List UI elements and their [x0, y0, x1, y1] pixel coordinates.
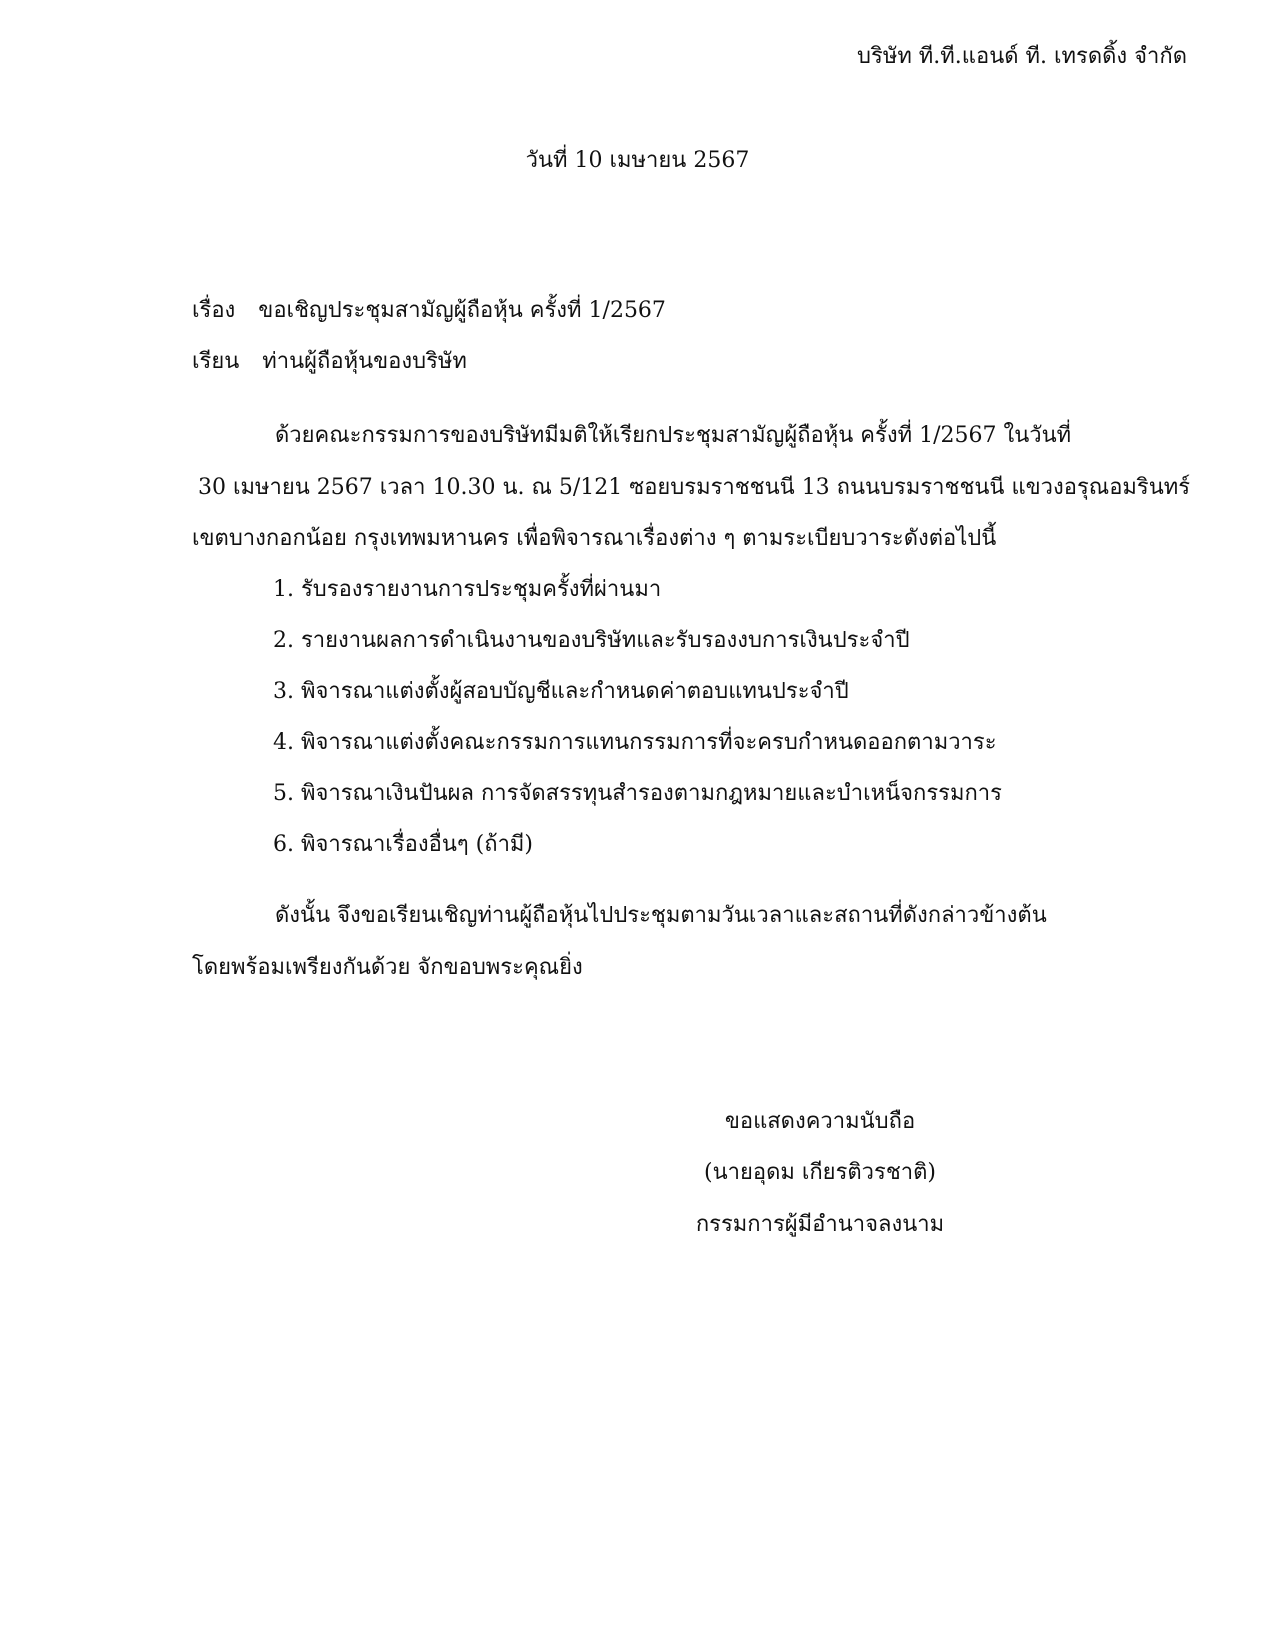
letter-date: วันที่ 10 เมษายน 2567	[525, 148, 750, 173]
recipient-line	[192, 347, 467, 377]
subject-line	[192, 296, 666, 326]
signatory-name: (นายอุดม เกียรติวรชาติ)	[703, 1160, 937, 1185]
recipient-label: เรียน	[192, 349, 240, 374]
body-line: 30 เมษายน 2567 เวลา 10.30 น. ณ 5/121 ซอยบรมราชชนนี 13 ถนนบรมราชชนนี แขวงอรุณอมรินทร์	[198, 475, 1191, 500]
agenda-item: 3. พิจารณาแต่งตั้งผู้สอบบัญชีและกำหนดค่าตอบแทนประจำปี	[273, 679, 849, 704]
signature-salutation: ขอแสดงความนับถือ	[724, 1109, 916, 1134]
subject-label: เรื่อง	[192, 298, 236, 323]
body-line: เขตบางกอกน้อย กรุงเทพมหานคร เพื่อพิจารณาเรื่องต่าง ๆ ตามระเบียบวาระดังต่อไปนี้	[192, 526, 997, 551]
signatory-title: กรรมการผู้มีอำนาจลงนาม	[695, 1212, 945, 1237]
closing-line: โดยพร้อมเพรียงกันด้วย จักขอบพระคุณยิ่ง	[192, 955, 583, 980]
agenda-item: 6. พิจารณาเรื่องอื่นๆ (ถ้ามี)	[273, 832, 534, 857]
body-line: ด้วยคณะกรรมการของบริษัทมีมติให้เรียกประชุมสามัญผู้ถือหุ้น ครั้งที่ 1/2567 ในวันที่	[275, 423, 1072, 448]
agenda-item: 5. พิจารณาเงินปันผล การจัดสรรทุนสำรองตามกฎหมายและบำเหน็จกรรมการ	[273, 781, 1002, 806]
closing-line: ดังนั้น จึงขอเรียนเชิญท่านผู้ถือหุ้นไปประชุมตามวันเวลาและสถานที่ดังกล่าวข้างต้น	[275, 903, 1047, 928]
agenda-item: 1. รับรองรายงานการประชุมครั้งที่ผ่านมา	[273, 577, 662, 602]
recipient-text: ท่านผู้ถือหุ้นของบริษัท	[262, 349, 467, 374]
company-name: บริษัท ที.ที.แอนด์ ที. เทรดดิ้ง จำกัด	[857, 44, 1187, 69]
agenda-item: 2. รายงานผลการดำเนินงานของบริษัทและรับรองงบการเงินประจำปี	[273, 628, 910, 653]
subject-text: ขอเชิญประชุมสามัญผู้ถือหุ้น ครั้งที่ 1/2567	[258, 298, 666, 323]
agenda-item: 4. พิจารณาแต่งตั้งคณะกรรมการแทนกรรมการที่จะครบกำหนดออกตามวาระ	[273, 730, 997, 755]
